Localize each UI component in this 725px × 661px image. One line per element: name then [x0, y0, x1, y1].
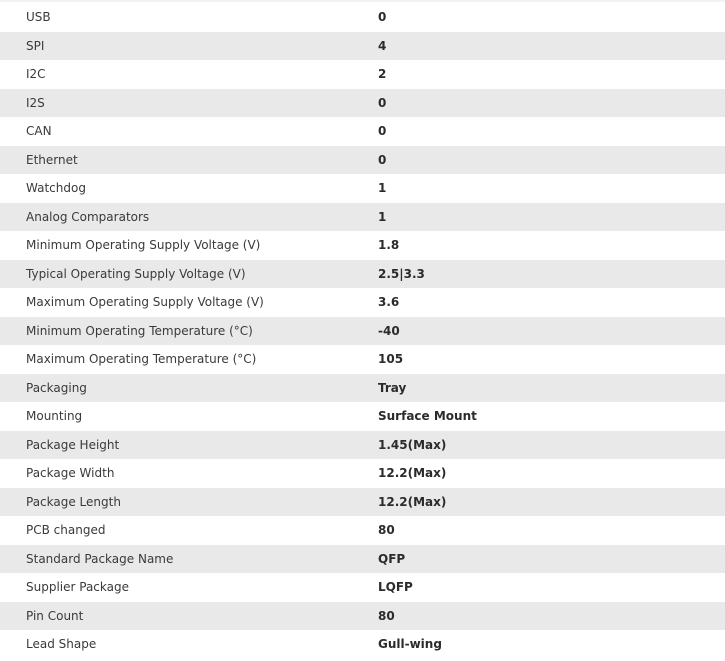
- spec-value: Gull-wing: [378, 637, 442, 652]
- spec-value: QFP: [378, 551, 406, 566]
- specifications-table-body: [0, 3, 725, 659]
- table-row: [0, 630, 725, 659]
- spec-value: 1.45(Max): [378, 437, 447, 452]
- spec-value: 80: [378, 608, 395, 623]
- spec-label: Typical Operating Supply Voltage (V): [26, 266, 246, 281]
- table-row: [0, 32, 725, 61]
- table-top-divider: [0, 0, 725, 2]
- spec-label: Supplier Package: [26, 580, 129, 595]
- table-row: [0, 3, 725, 32]
- spec-label: SPI: [26, 38, 45, 53]
- spec-label: Watchdog: [26, 181, 86, 196]
- table-row: [0, 174, 725, 203]
- spec-label: CAN: [26, 124, 52, 139]
- spec-value: LQFP: [378, 580, 413, 595]
- spec-label: Standard Package Name: [26, 551, 174, 566]
- spec-value: 12.2(Max): [378, 494, 447, 509]
- table-row: [0, 431, 725, 460]
- spec-value: 1: [378, 209, 387, 224]
- table-row: [0, 203, 725, 232]
- table-row: [0, 60, 725, 89]
- spec-label: Ethernet: [26, 152, 78, 167]
- table-row: [0, 573, 725, 602]
- table-row: [0, 545, 725, 574]
- table-row: [0, 345, 725, 374]
- table-row: [0, 117, 725, 146]
- spec-label: Analog Comparators: [26, 209, 150, 224]
- table-row: [0, 602, 725, 631]
- table-row: [0, 516, 725, 545]
- spec-label: Package Width: [26, 466, 115, 481]
- spec-value: 3.6: [378, 295, 400, 310]
- spec-value: 105: [378, 352, 404, 367]
- spec-label: Maximum Operating Supply Voltage (V): [26, 295, 264, 310]
- spec-label: Maximum Operating Temperature (°C): [26, 352, 257, 367]
- spec-value: 12.2(Max): [378, 466, 447, 481]
- spec-label: Minimum Operating Supply Voltage (V): [26, 238, 261, 253]
- spec-label: I2S: [26, 95, 45, 110]
- spec-label: Package Length: [26, 494, 121, 509]
- table-row: [0, 146, 725, 175]
- table-row: [0, 89, 725, 118]
- spec-label: USB: [26, 10, 51, 25]
- specifications-table: [0, 3, 725, 659]
- spec-value: 0: [378, 10, 387, 25]
- table-row: [0, 488, 725, 517]
- table-row: [0, 402, 725, 431]
- table-row: [0, 317, 725, 346]
- spec-label: I2C: [26, 67, 46, 82]
- spec-label: Pin Count: [26, 608, 84, 623]
- table-row: [0, 231, 725, 260]
- spec-value: 2: [378, 67, 387, 82]
- spec-value: 0: [378, 95, 387, 110]
- spec-label: Mounting: [26, 409, 83, 424]
- spec-label: PCB changed: [26, 523, 106, 538]
- spec-label: Packaging: [26, 380, 87, 395]
- spec-value: 0: [378, 152, 387, 167]
- table-row: [0, 374, 725, 403]
- spec-label: Lead Shape: [26, 637, 97, 652]
- spec-value: 1: [378, 181, 387, 196]
- spec-value: 2.5|3.3: [378, 266, 425, 281]
- spec-value: 0: [378, 124, 387, 139]
- spec-value: 4: [378, 38, 387, 53]
- table-row: [0, 459, 725, 488]
- spec-label: Package Height: [26, 437, 120, 452]
- spec-value: -40: [378, 323, 400, 338]
- spec-value: Tray: [378, 380, 407, 395]
- table-row: [0, 260, 725, 289]
- table-row: [0, 288, 725, 317]
- spec-value: Surface Mount: [378, 409, 477, 424]
- spec-value: 80: [378, 523, 395, 538]
- spec-label: Minimum Operating Temperature (°C): [26, 323, 253, 338]
- spec-value: 1.8: [378, 238, 400, 253]
